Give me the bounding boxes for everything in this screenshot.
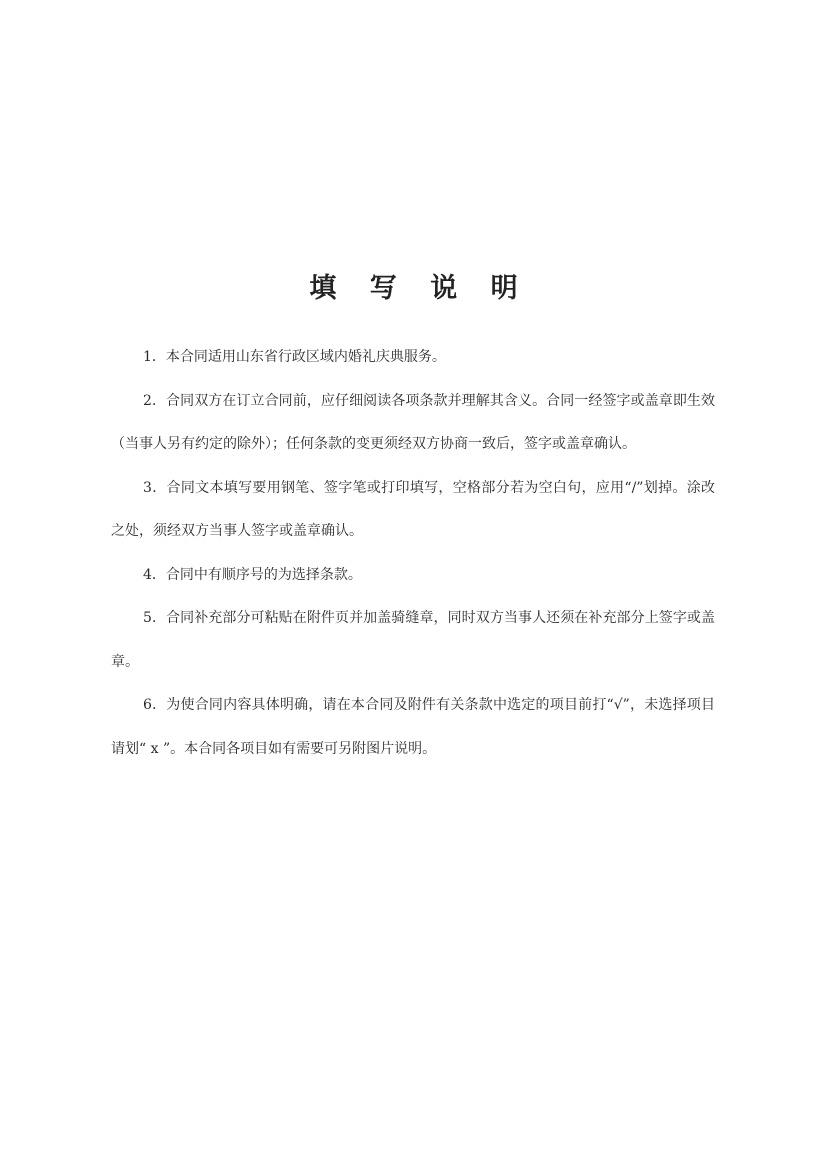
instruction-item-5: 5．合同补充部分可粘贴在附件页并加盖骑缝章，同时双方当事人还须在补充部分上签字或盖章。 bbox=[111, 610, 715, 670]
instruction-item-2: 2．合同双方在订立合同前，应仔细阅读各项条款并理解其含义。合同一经签字或盖章即生效（当事人另有约定的除外）；任何条款的变更须经双方协商一致后，签字或盖章确认。 bbox=[111, 392, 715, 452]
instruction-item-4: 4．合同中有顺序号的为选择条款。 bbox=[143, 566, 362, 583]
instruction-item-6: 6．为使合同内容具体明确，请在本合同及附件有关条款中选定的项目前打“√”，未选择项目请划“ x ”。本合同各项目如有需要可另附图片说明。 bbox=[111, 697, 715, 757]
instruction-item-1: 1．本合同适用山东省行政区域内婚礼庆典服务。 bbox=[143, 349, 446, 365]
page-title: 填 写 说 明 bbox=[309, 273, 530, 305]
instructions-list bbox=[111, 336, 715, 771]
instruction-item-3: 3．合同文本填写要用钢笔、签字笔或打印填写，空格部分若为空白句，应用“/”划掉。涂改之处，须经双方当事人签字或盖章确认。 bbox=[111, 479, 715, 539]
